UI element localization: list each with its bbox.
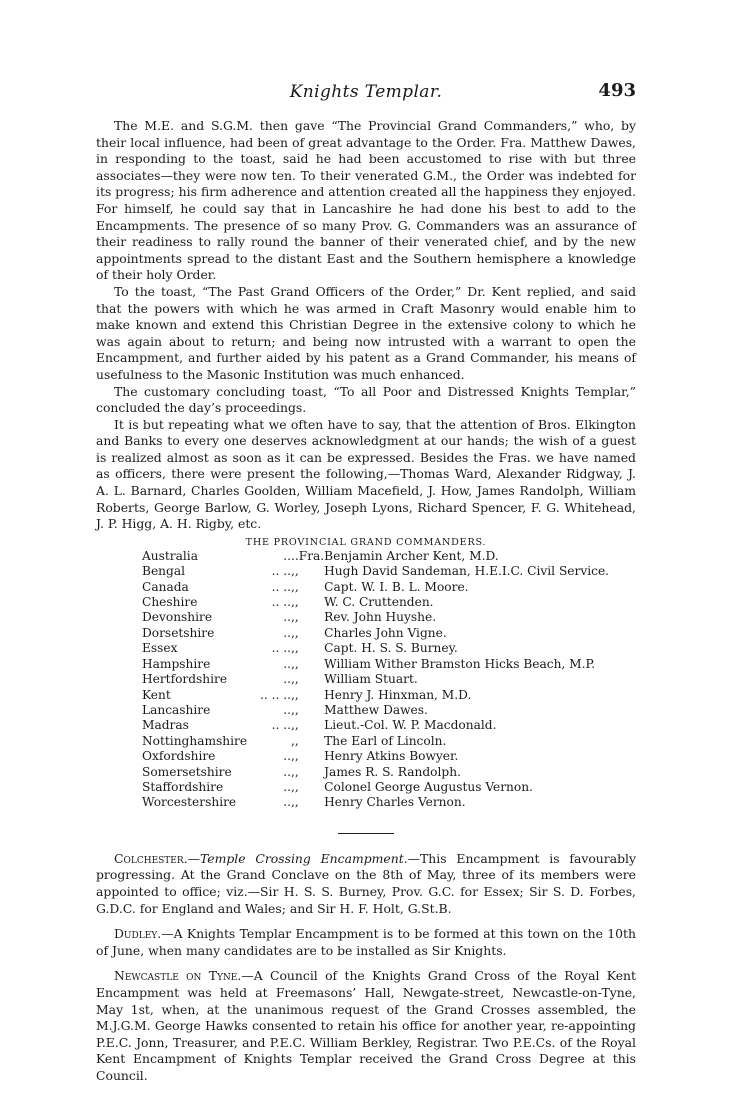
- news-text: —This Encampment is favourably progressing. At the Grand Conclave on the 8th of May, three of its members were appointed to office; viz.—Sir H. S. S. Burney, Prov. G.C. for Essex; Sir S. D. Forbes, G.D.C. for England and Wales; and Sir H. F. Holt, G.St.B.: [96, 850, 636, 916]
- province-name: Kent: [142, 687, 171, 702]
- name-prefix: ,,: [291, 687, 299, 702]
- province-name: Devonshire: [142, 610, 213, 625]
- leader-dots: ..: [283, 749, 291, 764]
- section-title: THE PROVINCIAL GRAND COMMANDERS.: [245, 536, 487, 548]
- name-prefix: ,,: [291, 656, 299, 671]
- province-name: Worcestershire: [142, 795, 237, 810]
- commander-row: [142, 718, 609, 733]
- province-name: Hampshire: [142, 656, 211, 671]
- commander-name: James R. S. Randolph.: [324, 764, 461, 779]
- commander-row: [142, 641, 609, 656]
- news-encampment: Temple Crossing Encampment.: [199, 850, 408, 866]
- news-place: Dudley.: [114, 926, 162, 942]
- name-prefix: ,,: [291, 641, 299, 656]
- province-name: Madras: [142, 718, 189, 733]
- commander-name: Henry Charles Vernon.: [324, 795, 466, 810]
- leader-dots: .. ..: [271, 641, 291, 656]
- commander-name: Benjamin Archer Kent, M.D.: [324, 548, 499, 563]
- province-name: Dorsetshire: [142, 625, 215, 640]
- province-name: Lancashire: [142, 702, 211, 717]
- news-text: —A Knights Templar Encampment is to be formed at this town on the 10th of June, when many candidates are to be installed as Sir Knights.: [96, 926, 636, 958]
- leader-dots: [260, 734, 291, 749]
- province-name: Australia: [142, 548, 198, 563]
- leader-dots: ..: [283, 548, 291, 563]
- commander-name: Rev. John Huyshe.: [324, 610, 437, 625]
- commander-name: Hugh David Sandeman, H.E.I.C. Civil Service.: [324, 564, 610, 579]
- commander-name: Capt. H. S. S. Burney.: [324, 641, 458, 656]
- name-prefix: ,,: [291, 702, 299, 717]
- paragraph: The customary concluding toast, “To all Poor and Distressed Knights Templar,” concluded the day’s proceedings.: [96, 383, 636, 416]
- name-prefix: ,,: [291, 764, 299, 779]
- commander-row: [142, 734, 609, 749]
- leader-dots: ..: [283, 702, 291, 717]
- province-name: Canada: [142, 579, 189, 594]
- page-header: [96, 80, 636, 108]
- leader-dots: ..: [283, 672, 291, 687]
- leader-dots: ..: [283, 764, 291, 779]
- leader-dots: .. ..: [271, 579, 291, 594]
- commander-name: W. C. Cruttenden.: [324, 595, 434, 610]
- province-name: Cheshire: [142, 595, 198, 610]
- leader-dots: .. ..: [271, 564, 291, 579]
- section-divider: [338, 833, 394, 834]
- commander-row: [142, 595, 609, 610]
- province-name: Oxfordshire: [142, 749, 216, 764]
- commander-row: [142, 672, 609, 687]
- page-number: 493: [598, 80, 636, 101]
- province-name: Somersetshire: [142, 764, 232, 779]
- commander-name: Henry Atkins Bowyer.: [324, 749, 459, 764]
- name-prefix: ,,: [291, 749, 299, 764]
- running-title: Knights Templar.: [289, 82, 443, 102]
- news-item-dudley: [96, 926, 636, 959]
- name-prefix: ,,: [291, 672, 299, 687]
- commander-row: [142, 703, 609, 718]
- news-item-newcastle: [96, 968, 636, 1084]
- commander-row: [142, 564, 609, 579]
- leader-dots: ..: [283, 610, 291, 625]
- news-place: Colchester.: [114, 850, 188, 866]
- leader-dots: .. ..: [271, 718, 291, 733]
- commander-name: Capt. W. I. B. L. Moore.: [324, 579, 469, 594]
- name-prefix: ,,: [291, 595, 299, 610]
- news-item-colchester: [96, 851, 636, 917]
- leader-dots: ..: [283, 625, 291, 640]
- name-prefix: ,,: [291, 579, 299, 594]
- province-name: Hertfordshire: [142, 672, 228, 687]
- commander-row: [142, 626, 609, 641]
- name-prefix: ,,: [291, 733, 299, 748]
- news-dash: —: [187, 850, 200, 866]
- leader-dots: ..: [283, 795, 291, 810]
- name-prefix: ,,: [291, 718, 299, 733]
- name-prefix: ,,: [291, 779, 299, 794]
- news-place: Newcastle on Tyne.: [114, 968, 242, 984]
- province-name: Nottinghamshire: [142, 733, 248, 748]
- commander-name: William Stuart.: [324, 672, 418, 687]
- commander-name: Lieut.-Col. W. P. Macdonald.: [324, 718, 497, 733]
- commander-name: Charles John Vigne.: [324, 625, 447, 640]
- commander-name: Matthew Dawes.: [324, 702, 428, 717]
- name-prefix: ,,: [291, 625, 299, 640]
- name-prefix: ,,: [291, 610, 299, 625]
- paragraph: It is but repeating what we often have to say, that the attention of Bros. Elkington and Banks to every one deserves acknowledgment at our hands; the wish of a guest is realized almost as soon as it can be expressed. Besides the Fras. we have named as officers, there were present the following,—Thomas Ward, Alexander Ridgway, J. A. L. Barnard, Charles Goolden, William Macefield, J. How, James Randolph, William Roberts, George Barlow, G. Worley, Joseph Lyons, Richard Spencer, F. G. Whitehead, J. P. Higg, A. H. Rigby, etc.: [96, 416, 636, 532]
- commander-name: The Earl of Lincoln.: [324, 733, 447, 748]
- commander-row: [142, 749, 609, 764]
- leader-dots: ..: [283, 779, 291, 794]
- province-name: Essex: [142, 641, 178, 656]
- paragraph: The M.E. and S.G.M. then gave “The Provincial Grand Commanders,” who, by their local influence, had been of great advantage to the Order. Fra. Matthew Dawes, in responding to the toast, said he had been accustomed to rise with but three associates—they were now ten. To their venerated G.M., the Order was indebted for its progress; his firm adherence and attention created all the happiness they enjoyed. For himself, he could say that in Lancashire he had done his best to add to the Encampments. The presence of so many Prov. G. Commanders was an assurance of their readiness to rally round the banner of their venerated chief, and by the new appointments spread to the distant East and the Southern hemisphere a knowledge of their holy Order.: [96, 118, 636, 283]
- commander-name: Colonel George Augustus Vernon.: [324, 779, 533, 794]
- name-prefix: ,,: [291, 795, 299, 810]
- commander-row: [142, 765, 609, 780]
- commander-row: [142, 795, 609, 810]
- commander-row: [142, 549, 609, 564]
- commander-row: [142, 580, 609, 595]
- name-prefix: ..Fra.: [291, 548, 325, 563]
- commander-row: [142, 688, 609, 703]
- paragraph: To the toast, “The Past Grand Officers of the Order,” Dr. Kent replied, and said that the powers with which he was armed in Craft Masonry would enable him to make known and extend this Christian Degree in the extensive colony to which he was again about to return; and being now intrusted with a warrant to open the Encampment, and further aided by his patent as a Grand Commander, his means of usefulness to the Masonic Institution was much enhanced.: [96, 283, 636, 382]
- commander-row: [142, 657, 609, 672]
- news-text: —A Council of the Knights Grand Cross of the Royal Kent Encampment was held at Freemasons’ Hall, Newgate-street, Newcastle-on-Tyne, May 1st, when, at the unanimous request of the Grand Crosses assembled, the M.J.G.M. George Hawks consented to retain his office for another year, re-appointing P.E.C. Jonn, Treasurer, and P.E.C. William Berkley, Registrar. Two P.E.Cs. of the Royal Kent Encampment of Knights Templar received the Grand Cross Degree at this Council.: [96, 968, 637, 1083]
- commander-row: [142, 780, 609, 795]
- leader-dots: .. ..: [271, 595, 291, 610]
- commander-row: [142, 610, 609, 625]
- leader-dots: .. .. ..: [260, 687, 291, 702]
- page-body: [96, 118, 636, 1093]
- commanders-list: [142, 549, 609, 811]
- commander-name: Henry J. Hinxman, M.D.: [324, 687, 472, 702]
- commander-name: William Wither Bramston Hicks Beach, M.P.: [324, 656, 596, 671]
- name-prefix: ,,: [291, 564, 299, 579]
- leader-dots: ..: [283, 656, 291, 671]
- province-name: Staffordshire: [142, 779, 224, 794]
- province-name: Bengal: [142, 564, 185, 579]
